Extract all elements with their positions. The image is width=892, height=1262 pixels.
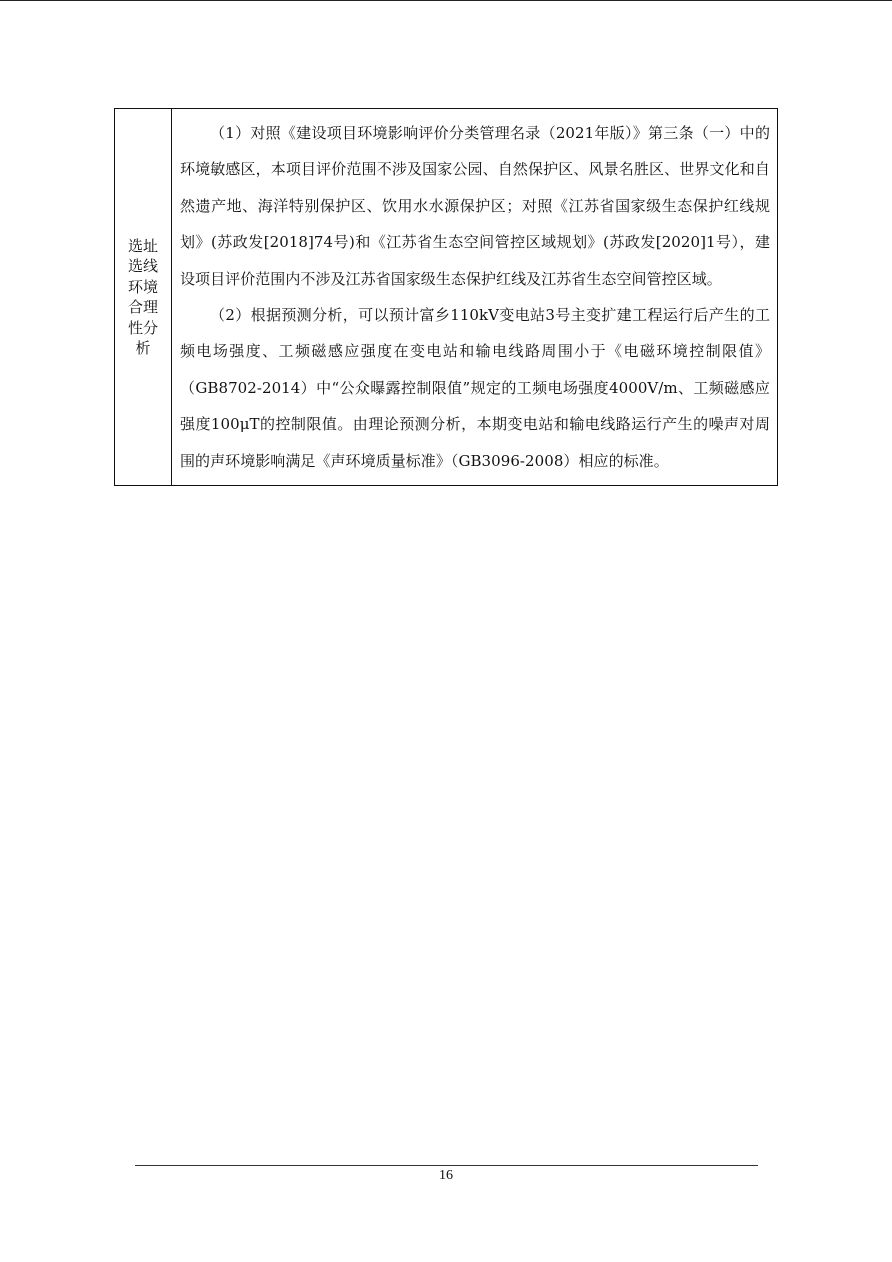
footer-divider: [135, 1165, 758, 1166]
paragraph-ecological-redline: （1）对照《建设项目环境影响评价分类管理名录（2021年版）》第三条（一）中的环境敏感区，本项目评价范围不涉及国家公园、自然保护区、风景名胜区、世界文化和自然遗产地、海洋特别保护区、饮用水水源保护区；对照《江苏省国家级生态保护红线规划》(苏政发[2018]74号)和《江苏省生态空间管控区域规划》(苏政发[2020]1号），建设项目评价范围内不涉及江苏省国家级生态保护红线及江苏省生态空间管控区域。: [180, 124, 770, 288]
section-label-line: 选线: [127, 257, 158, 276]
page-number: 16: [439, 1168, 453, 1183]
section-label-line: 析: [135, 339, 151, 358]
table-row: [115, 109, 778, 486]
paragraph-electromagnetic-noise: （2）根据预测分析，可以预计富乡110kV变电站3号主变扩建工程运行后产生的工频电场强度、工频磁感应强度在变电站和输电线路周围小于《电磁环境控制限值》（GB8702-2014）中“公众曝露控制限值”规定的工频电场强度4000V/m、工频磁感应强度100μT的控制限值。由理论预测分析，本期变电站和输电线路运行产生的噪声对周围的声环境影响满足《声环境质量标准》（GB3096-2008）相应的标准。: [180, 306, 770, 470]
site-selection-table: [114, 108, 778, 486]
page-top-border: [0, 0, 892, 1]
section-label-line: 环境: [127, 277, 158, 296]
section-label-line: 选址: [127, 236, 158, 255]
section-label-line: 合理: [127, 298, 158, 317]
section-label-cell: [115, 109, 172, 486]
section-label-line: 性分: [127, 318, 158, 337]
section-content-cell: [172, 109, 778, 486]
